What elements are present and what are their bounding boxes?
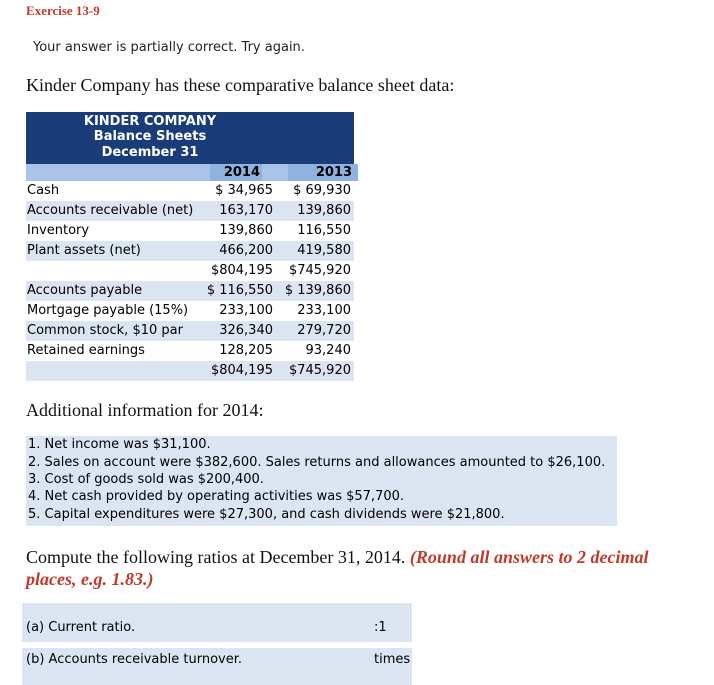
value-2014: 233,100 [219, 303, 273, 318]
status-message: Your answer is partially correct. Try again. [33, 40, 305, 55]
question-a-unit: :1 [374, 620, 387, 635]
row-label: Cash [27, 183, 60, 198]
list-item: 1. Net income was $31,100. [28, 437, 211, 452]
table-row [26, 241, 354, 261]
instruction-text [26, 546, 696, 590]
instruction-main: Compute the following ratios at December 31, 2014. [26, 547, 406, 567]
value-2013: 139,860 [297, 203, 351, 218]
value-2014: 139,860 [219, 223, 273, 238]
total-assets-row [26, 261, 354, 281]
row-label: Accounts payable [27, 283, 143, 298]
value-2013: $745,920 [288, 363, 351, 378]
balance-sheet-header [26, 112, 354, 164]
year-2013-header: 2013 [288, 164, 358, 181]
company-name: KINDER COMPANY [83, 114, 217, 129]
current-ratio-input[interactable] [255, 618, 359, 638]
row-label: Accounts receivable (net) [27, 203, 194, 218]
table-row [26, 281, 354, 301]
value-2013: 419,580 [297, 243, 351, 258]
list-item: 5. Capital expenditures were $27,300, and cash dividends were $21,800. [28, 507, 505, 522]
table-row [26, 181, 354, 201]
year-header-row [26, 164, 354, 181]
table-row [26, 341, 354, 361]
row-label: Common stock, $10 par [27, 323, 183, 338]
table-row [26, 201, 354, 221]
value-2013: 279,720 [297, 323, 351, 338]
total-liabilities-equity-row [26, 361, 354, 381]
row-label: Mortgage payable (15%) [27, 303, 189, 318]
list-item: 3. Cost of goods sold was $200,400. [28, 472, 264, 487]
question-a-label: (a) Current ratio. [26, 620, 136, 635]
value-2014: 163,170 [219, 203, 273, 218]
value-2014: $ 116,550 [206, 283, 273, 298]
additional-info-list [26, 436, 617, 526]
value-2014: 466,200 [219, 243, 273, 258]
table-row [26, 301, 354, 321]
table-row [26, 221, 354, 241]
statement-name: Balance Sheets [93, 129, 207, 144]
additional-info-title: Additional information for 2014: [26, 400, 264, 420]
year-2014-header: 2014 [210, 164, 262, 181]
exercise-title: Exercise 13-9 [26, 3, 100, 18]
value-2013: $ 139,860 [284, 283, 351, 298]
list-item: 4. Net cash provided by operating activities was $57,700. [28, 489, 405, 504]
question-b-label: (b) Accounts receivable turnover. [26, 652, 243, 667]
value-2014: $ 34,965 [215, 183, 273, 198]
value-2014: 326,340 [219, 323, 273, 338]
answer-divider [22, 642, 412, 648]
row-label: Inventory [27, 223, 90, 238]
value-2014: $804,195 [210, 363, 273, 378]
statement-date: December 31 [101, 145, 199, 160]
value-2013: 93,240 [305, 343, 351, 358]
value-2013: $ 69,930 [293, 183, 351, 198]
table-row [26, 321, 354, 341]
ar-turnover-input[interactable] [255, 650, 359, 670]
value-2014: $804,195 [210, 263, 273, 278]
value-2013: 233,100 [297, 303, 351, 318]
rounding-warning: (Round all answers to 2 decimal places, e.g. 1.83.) [26, 547, 649, 589]
row-label: Plant assets (net) [27, 243, 141, 258]
value-2014: 128,205 [219, 343, 273, 358]
value-2013: 116,550 [297, 223, 351, 238]
intro-text: Kinder Company has these comparative balance sheet data: [26, 75, 455, 95]
value-2013: $745,920 [288, 263, 351, 278]
list-item: 2. Sales on account were $382,600. Sales returns and allowances amounted to $26,100. [28, 455, 606, 470]
row-label: Retained earnings [27, 343, 145, 358]
question-b-unit: times [374, 652, 411, 667]
